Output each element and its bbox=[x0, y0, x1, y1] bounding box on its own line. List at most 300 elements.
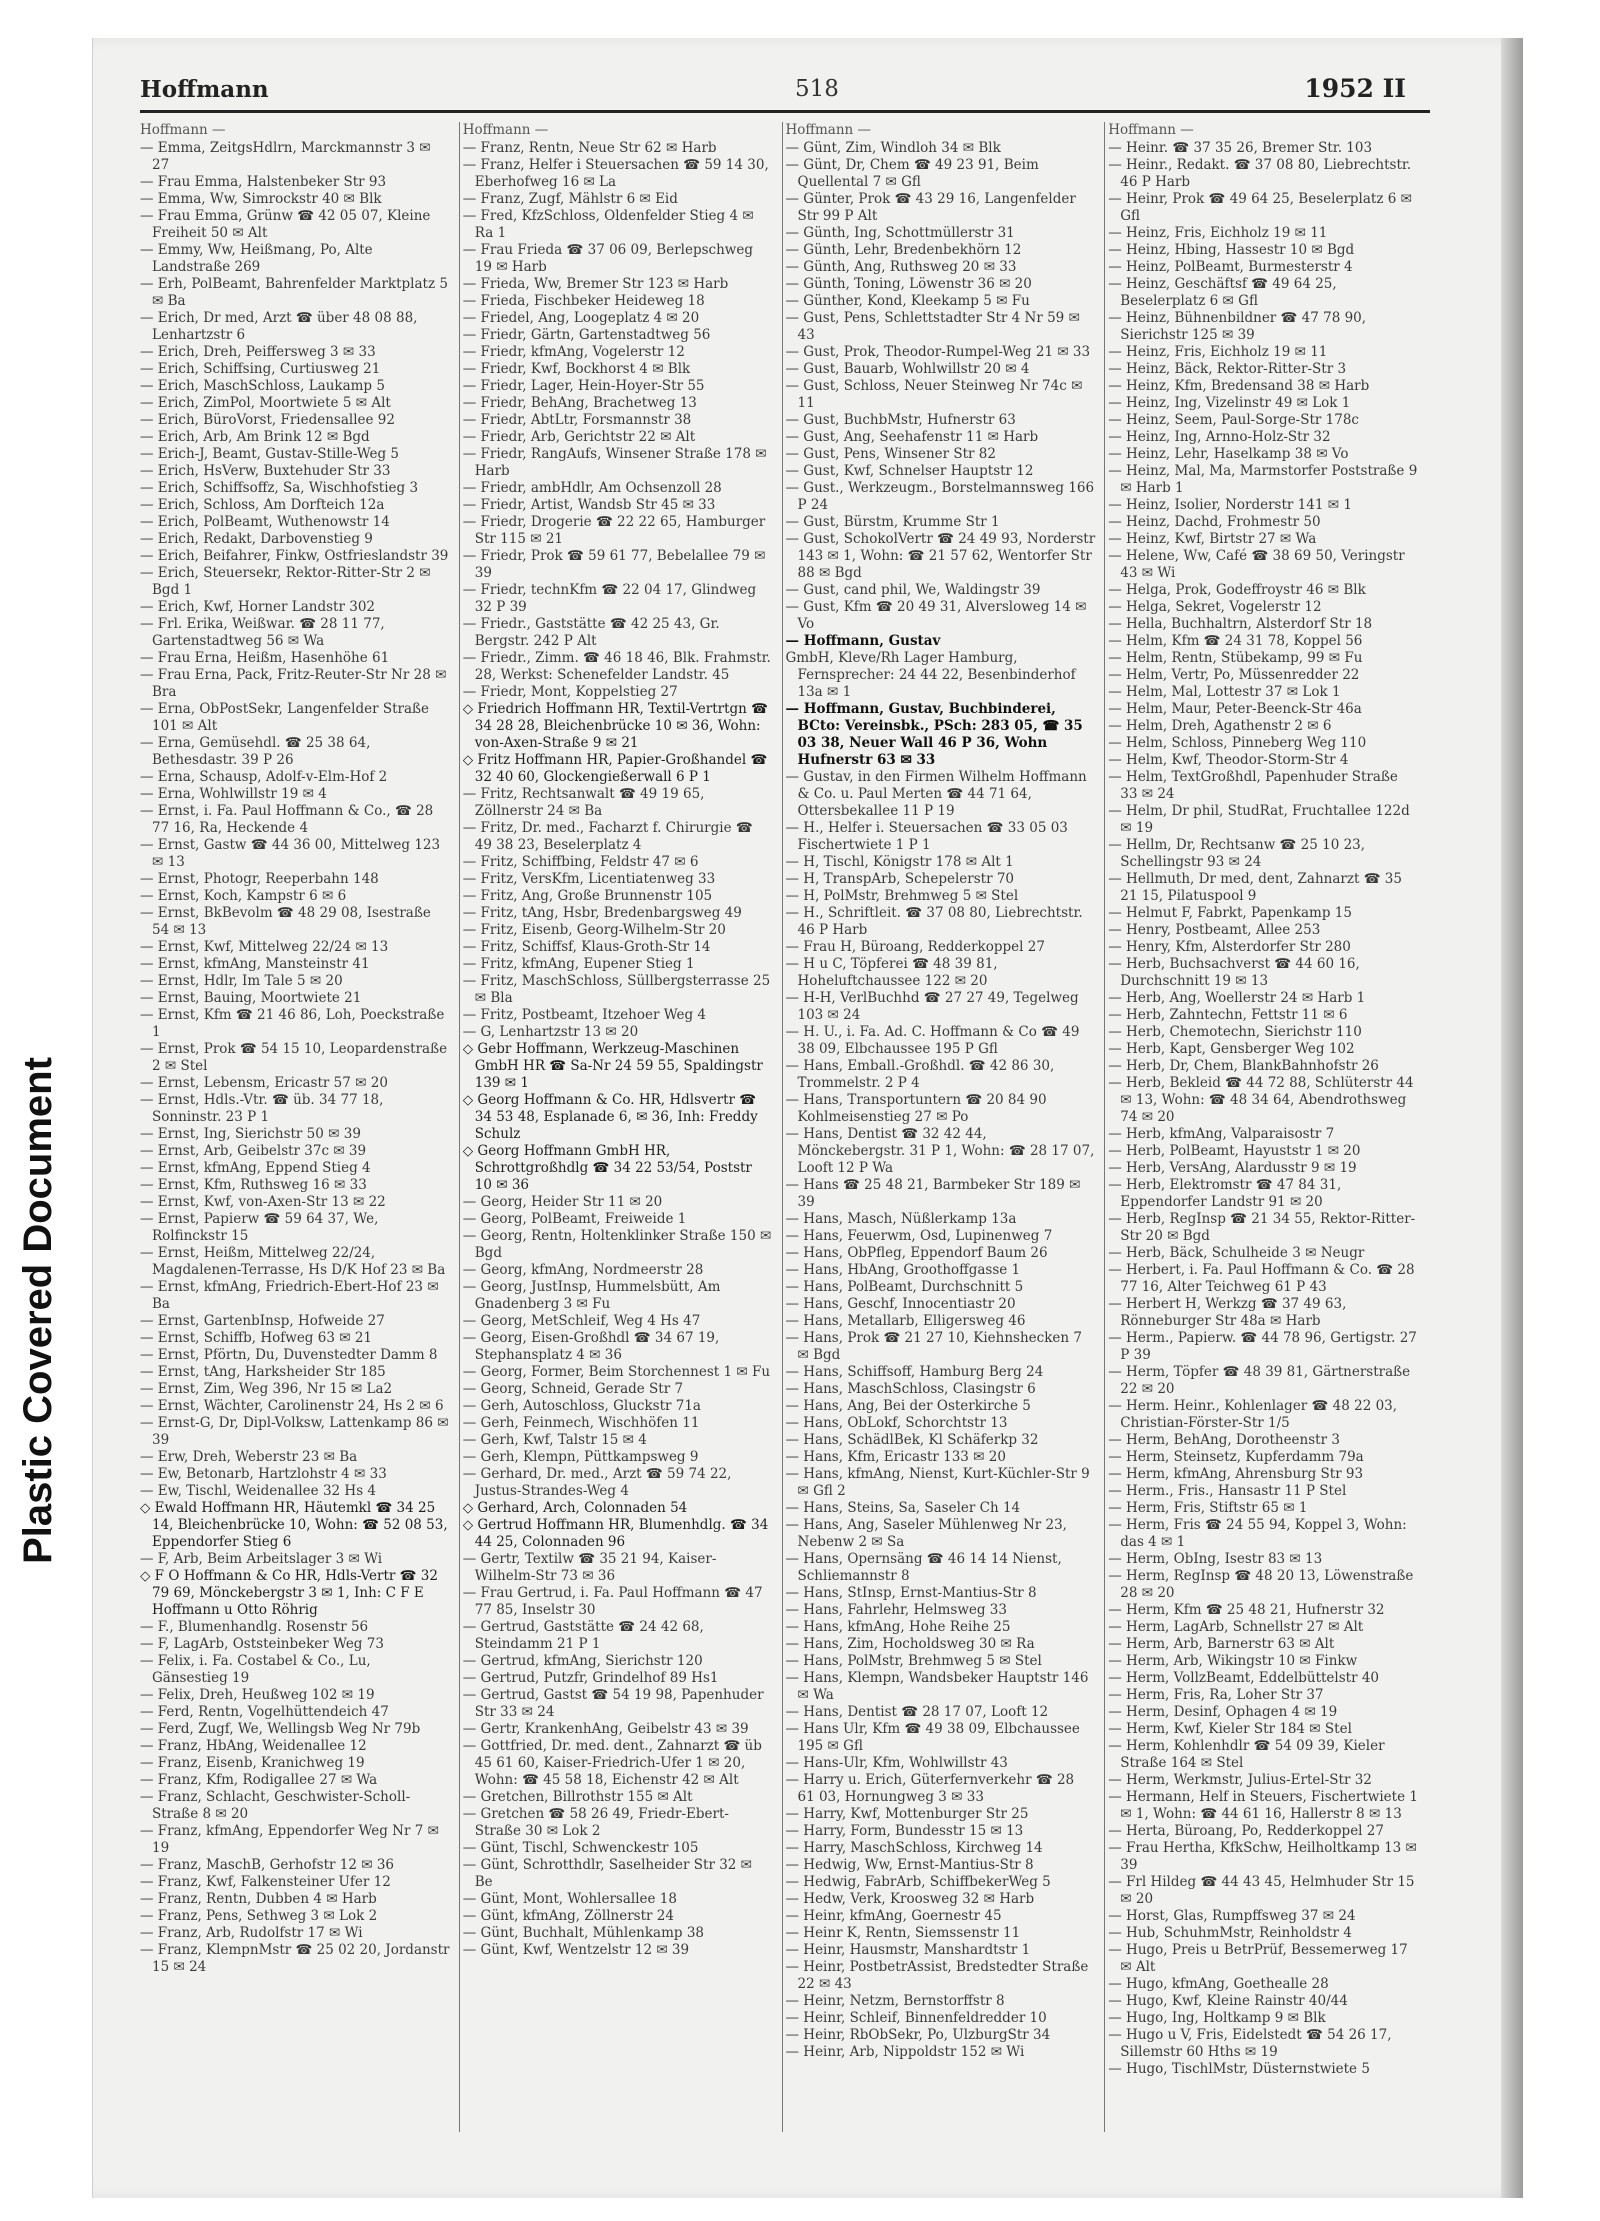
directory-entry: — Gertrud, Gastst ☎ 54 19 98, Papenhuder Str 33 ✉ 24 bbox=[462, 1687, 764, 1720]
directory-entry: — Günth, Lehr, Bredenbekhörn 12 bbox=[785, 242, 1022, 258]
directory-entry: — Helm, Dreh, Agathenstr 2 ✉ 6 bbox=[1108, 718, 1332, 734]
directory-entry: — Heinr, RbObSekr, Po, UlzburgStr 34 bbox=[785, 2027, 1051, 2043]
directory-entry: — Gust, Ang, Seehafenstr 11 ✉ Harb bbox=[785, 429, 1039, 445]
directory-entry: — Ernst, Pförtn, Du, Duvenstedter Damm 8 bbox=[140, 1347, 438, 1363]
directory-entry: — Gertrud, Putzfr, Grindelhof 89 Hs1 bbox=[462, 1670, 719, 1686]
directory-entry: — Ernst, i. Fa. Paul Hoffmann & Co., ☎ 28 77 16, Ra, Heckende 4 bbox=[140, 803, 434, 836]
directory-entry: — Felix, Dreh, Heußweg 102 ✉ 19 bbox=[140, 1687, 375, 1703]
page-number: 518 bbox=[795, 76, 839, 102]
directory-entry: — Herb, RegInsp ☎ 21 34 55, Rektor-Ritter-Str 20 ✉ Bgd bbox=[1108, 1211, 1416, 1244]
directory-entry: — Helga, Sekret, Vogelerstr 12 bbox=[1108, 599, 1322, 615]
directory-entry: — Erich, Beifahrer, Finkw, Ostfrieslandstr 39 bbox=[140, 548, 449, 564]
directory-entry: — Friedr, Arb, Gerichtstr 22 ✉ Alt bbox=[462, 429, 696, 445]
directory-entry: — Ew, Betonarb, Hartzlohstr 4 ✉ 33 bbox=[140, 1466, 387, 1482]
directory-entry: — Franz, Schlacht, Geschwister-Scholl-Straße 8 ✉ 20 bbox=[140, 1789, 411, 1822]
directory-entry: — Franz, kfmAng, Eppendorfer Weg Nr 7 ✉ 19 bbox=[140, 1823, 439, 1856]
directory-entry: — Helm, Rentn, Stübekamp, 99 ✉ Fu bbox=[1108, 650, 1363, 666]
header-year: 1952 II bbox=[1304, 74, 1406, 103]
directory-entry: — Fritz, VersKfm, Licentiatenweg 33 bbox=[462, 871, 716, 887]
directory-entry: — Gerh, Klempn, Püttkampsweg 9 bbox=[462, 1449, 699, 1465]
directory-entry: — F, Arb, Beim Arbeitslager 3 ✉ Wi bbox=[140, 1551, 383, 1567]
directory-entry: — Hans, PolMstr, Brehmweg 5 ✉ Stel bbox=[785, 1653, 1042, 1669]
directory-entry: — Heinz, Ing, Arnno-Holz-Str 32 bbox=[1108, 429, 1331, 445]
directory-entry: — Georg, kfmAng, Nordmeerstr 28 bbox=[462, 1262, 704, 1278]
directory-entry: — Ernst, Papierw ☎ 59 64 37, We, Rolfinckstr 15 bbox=[140, 1211, 379, 1244]
directory-entry: — Helm, Dr phil, StudRat, Fruchtallee 122d ✉ 19 bbox=[1108, 803, 1410, 836]
directory-entry: — Herm, Töpfer ☎ 48 39 81, Gärtnerstraße 22 ✉ 20 bbox=[1108, 1364, 1411, 1397]
directory-entry: — Herm, LagArb, Schnellstr 27 ✉ Alt bbox=[1108, 1619, 1364, 1635]
side-label-text: Plastic Covered Document bbox=[15, 1056, 60, 1564]
directory-entry: — Hans, Klempn, Wandsbeker Hauptstr 146 ✉ Wa bbox=[785, 1670, 1089, 1703]
directory-entry: — Gust, Kwf, Schnelser Hauptstr 12 bbox=[785, 463, 1034, 479]
directory-entry: — Gretchen ☎ 58 26 49, Friedr-Ebert-Straße 30 ✉ Lok 2 bbox=[462, 1806, 729, 1839]
directory-entry: — Ernst, Koch, Kampstr 6 ✉ 6 bbox=[140, 888, 347, 904]
directory-entry: — Herm., Papierw. ☎ 44 78 96, Gertigstr. 27 P 39 bbox=[1108, 1330, 1417, 1363]
directory-entry: — Hub, SchuhmMstr, Reinholdstr 4 bbox=[1108, 1925, 1352, 1941]
directory-entry: — Ferd, Rentn, Vogelhüttendeich 47 bbox=[140, 1704, 389, 1720]
directory-entry: — Heinz, Bühnenbildner ☎ 47 78 90, Sierichstr 125 ✉ 39 bbox=[1108, 310, 1367, 343]
directory-entry: — Ernst, GartenbInsp, Hofweide 27 bbox=[140, 1313, 385, 1329]
directory-entry: — Herta, Büroang, Po, Redderkoppel 27 bbox=[1108, 1823, 1384, 1839]
directory-entry: — Fritz, Ang, Große Brunnenstr 105 bbox=[462, 888, 713, 904]
directory-entry: — Gerh, Autoschloss, Gluckstr 71a bbox=[462, 1398, 701, 1414]
directory-entry: — Hedwig, Ww, Ernst-Mantius-Str 8 bbox=[785, 1857, 1034, 1873]
directory-entry: — Herm, Fris ☎ 24 55 94, Koppel 3, Wohn: das 4 ✉ 1 bbox=[1108, 1517, 1407, 1550]
directory-entry: — Gust, Pens, Schlettstadter Str 4 Nr 59 ✉ 43 bbox=[785, 310, 1080, 343]
directory-entry: — Ernst, Ing, Sierichstr 50 ✉ 39 bbox=[140, 1126, 361, 1142]
directory-entry: — Herb, Elektromstr ☎ 47 84 31, Eppendorfer Landstr 91 ✉ 20 bbox=[1108, 1177, 1342, 1210]
directory-entry: — Frau Erna, Pack, Fritz-Reuter-Str Nr 28 ✉ Bra bbox=[140, 667, 447, 700]
directory-entry: — Heinr, Arb, Nippoldstr 152 ✉ Wi bbox=[785, 2044, 1025, 2060]
column-1 bbox=[140, 122, 460, 2132]
directory-entry: — Herb, Buchsachverst ☎ 44 60 16, Durchschnitt 19 ✉ 13 bbox=[1108, 956, 1360, 989]
directory-entry: — Frau Emma, Halstenbeker Str 93 bbox=[140, 174, 387, 190]
directory-entry: — H, PolMstr, Brehmweg 5 ✉ Stel bbox=[785, 888, 1019, 904]
directory-entry: — Friedr, kfmAng, Vogelerstr 12 bbox=[462, 344, 685, 360]
directory-entry: — Hellmuth, Dr med, dent, Zahnarzt ☎ 35 21 15, Pilatuspool 9 bbox=[1108, 871, 1402, 904]
directory-entry: — Fred, KfzSchloss, Oldenfelder Stieg 4 ✉ Ra 1 bbox=[462, 208, 754, 241]
directory-entry: — Ew, Tischl, Weidenallee 32 Hs 4 bbox=[140, 1483, 376, 1499]
directory-entry: — Hans, Steins, Sa, Saseler Ch 14 bbox=[785, 1500, 1021, 1516]
column-heading: Hoffmann — bbox=[140, 122, 226, 138]
directory-entry: — Erich, Kwf, Horner Landstr 302 bbox=[140, 599, 375, 615]
directory-entry: — Günth, Ing, Schottmüllerstr 31 bbox=[785, 225, 1015, 241]
directory-entry: — Gust, Bauarb, Wohlwillstr 20 ✉ 4 bbox=[785, 361, 1030, 377]
directory-entry: GmbH, Kleve/Rh Lager Hamburg, Fernsprecher: 24 44 22, Besenbinderhof 13a ✉ 1 bbox=[785, 650, 1076, 700]
directory-entry: — Georg, Rentn, Holtenklinker Straße 150 ✉ Bgd bbox=[462, 1228, 772, 1261]
directory-entry: — Ernst-G, Dr, Dipl-Volksw, Lattenkamp 86 ✉ 39 bbox=[140, 1415, 449, 1448]
directory-entry: — Helene, Ww, Café ☎ 38 69 50, Veringstr 43 ✉ Wi bbox=[1108, 548, 1405, 581]
directory-entry: — Herm. Heinr., Kohlenlager ☎ 48 22 03, Christian-Förster-Str 1/5 bbox=[1108, 1398, 1398, 1431]
directory-entry: — Helm, Schloss, Pinneberg Weg 110 bbox=[1108, 735, 1367, 751]
directory-entry: — Harry, Form, Bundesstr 15 ✉ 13 bbox=[785, 1823, 1024, 1839]
directory-entry: — Hoffmann, Gustav bbox=[785, 633, 941, 649]
directory-entry: — Emma, ZeitgsHdlrn, Marckmannstr 3 ✉ 27 bbox=[140, 140, 431, 173]
directory-entry: — Franz, MaschB, Gerhofstr 12 ✉ 36 bbox=[140, 1857, 395, 1873]
directory-entry: — F., Blumenhandlg. Rosenstr 56 bbox=[140, 1619, 369, 1635]
directory-entry: — Friedr, Artist, Wandsb Str 45 ✉ 33 bbox=[462, 497, 716, 513]
column-3 bbox=[786, 122, 1106, 2132]
directory-entry: — Fritz, kfmAng, Eupener Stieg 1 bbox=[462, 956, 695, 972]
directory-entry: — Hans, Prok ☎ 21 27 10, Kiehnshecken 7 ✉ Bgd bbox=[785, 1330, 1082, 1363]
directory-entry: — Hugo u V, Fris, Eidelstedt ☎ 54 26 17, Sillemstr 60 Hths ✉ 19 bbox=[1108, 2027, 1392, 2060]
directory-entry: — Ernst, Lebensm, Ericastr 57 ✉ 20 bbox=[140, 1075, 388, 1091]
directory-entry: — Emma, Ww, Simrockstr 40 ✉ Blk bbox=[140, 191, 382, 207]
directory-entry: — Ernst, Wächter, Carolinenstr 24, Hs 2 ✉ 6 bbox=[140, 1398, 444, 1414]
directory-entry: — Günt, Schrotthdlr, Saselheider Str 32 ✉ Be bbox=[462, 1857, 752, 1890]
directory-entry: — Günt, Mont, Wohlersallee 18 bbox=[462, 1891, 677, 1907]
directory-entry: — Erich, Dr med, Arzt ☎ über 48 08 88, Lenhartzstr 6 bbox=[140, 310, 418, 343]
directory-entry: — G, Lenhartzstr 13 ✉ 20 bbox=[462, 1024, 639, 1040]
directory-entry: — Ernst, Hdlr, Im Tale 5 ✉ 20 bbox=[140, 973, 343, 989]
directory-entry: — H. U., i. Fa. Ad. C. Hoffmann & Co ☎ 49 38 09, Elbchaussee 195 P Gfl bbox=[785, 1024, 1080, 1057]
directory-entry: — Frieda, Fischbeker Heideweg 18 bbox=[462, 293, 705, 309]
directory-entry: — Gertrud, kfmAng, Sierichstr 120 bbox=[462, 1653, 703, 1669]
directory-entry: — Fritz, Eisenb, Georg-Wilhelm-Str 20 bbox=[462, 922, 726, 938]
directory-entry: — Fritz, Postbeamt, Itzehoer Weg 4 bbox=[462, 1007, 707, 1023]
directory-entry: — Hans, Transportuntern ☎ 20 84 90 Kohlmeisenstieg 27 ✉ Po bbox=[785, 1092, 1047, 1125]
directory-entry: — Gerhard, Dr. med., Arzt ☎ 59 74 22, Justus-Strandes-Weg 4 bbox=[462, 1466, 732, 1499]
directory-entry: — Heinz, Kwf, Birtstr 27 ✉ Wa bbox=[1108, 531, 1317, 547]
page-binding-shadow bbox=[1501, 38, 1523, 2198]
directory-entry: — Frau Hertha, KfkSchw, Heilholtkamp 13 ✉ 39 bbox=[1108, 1840, 1417, 1873]
directory-entry: — Frau Emma, Grünw ☎ 42 05 07, Kleine Freiheit 50 ✉ Alt bbox=[140, 208, 431, 241]
directory-entry: — Heinr K, Rentn, Siemssenstr 11 bbox=[785, 1925, 1021, 1941]
directory-entry: ◇ Gebr Hoffmann, Werkzeug-Maschinen GmbH HR ☎ Sa-Nr 24 59 55, Spaldingstr 139 ✉ 1 bbox=[462, 1041, 763, 1091]
directory-entry: — Erich, Redakt, Darbovenstieg 9 bbox=[140, 531, 373, 547]
directory-entry: — Herm, RegInsp ☎ 48 20 13, Löwenstraße 28 ✉ 20 bbox=[1108, 1568, 1414, 1601]
directory-entry: — Ernst, Zim, Weg 396, Nr 15 ✉ La2 bbox=[140, 1381, 393, 1397]
plastic-covered-label bbox=[15, 1000, 60, 1620]
directory-entry: — Erich, Steuersekr, Rektor-Ritter-Str 2 ✉ Bgd 1 bbox=[140, 565, 431, 598]
directory-entry: — Herm, Arb, Barnerstr 63 ✉ Alt bbox=[1108, 1636, 1335, 1652]
directory-entry: — Heinr., Redakt. ☎ 37 08 80, Liebrechtstr. 46 P Harb bbox=[1108, 157, 1412, 190]
directory-entry: — Erich, ZimPol, Moortwiete 5 ✉ Alt bbox=[140, 395, 391, 411]
directory-entry: — Friedr., Gaststätte ☎ 42 25 43, Gr. Bergstr. 242 P Alt bbox=[462, 616, 720, 649]
directory-entry: — Heinr, PostbetrAssist, Bredstedter Straße 22 ✉ 43 bbox=[785, 1959, 1089, 1992]
directory-entry: — Georg, Eisen-Großhdl ☎ 34 67 19, Stephansplatz 4 ✉ 36 bbox=[462, 1330, 720, 1363]
directory-entry: ◇ Fritz Hoffmann HR, Papier-Großhandel ☎ 32 40 60, Glockengießerwall 6 P 1 bbox=[462, 752, 768, 785]
directory-entry: — Heinz, Fris, Eichholz 19 ✉ 11 bbox=[1108, 225, 1328, 241]
directory-entry: — Ernst, Hdls.-Vtr. ☎ üb. 34 77 18, Sonninstr. 23 P 1 bbox=[140, 1092, 384, 1125]
directory-entry: — Erich, Schiffsing, Curtiusweg 21 bbox=[140, 361, 381, 377]
directory-entry: — Friedr., Zimm. ☎ 46 18 46, Blk. Frahmstr. 28, Werkst: Schenefelder Landstr. 45 bbox=[462, 650, 771, 683]
directory-entry: — Hans, kfmAng, Nienst, Kurt-Küchler-Str 9 ✉ Gfl 2 bbox=[785, 1466, 1090, 1499]
directory-entry: — Horst, Glas, Rumpffsweg 37 ✉ 24 bbox=[1108, 1908, 1356, 1924]
directory-entry: — Frau H, Büroang, Redderkoppel 27 bbox=[785, 939, 1045, 955]
directory-entry: — Gerh, Feinmech, Wischhöfen 11 bbox=[462, 1415, 700, 1431]
directory-entry: — Ernst, Schiffb, Hofweg 63 ✉ 21 bbox=[140, 1330, 372, 1346]
directory-entry: — Günt, Kwf, Wentzelstr 12 ✉ 39 bbox=[462, 1942, 690, 1958]
directory-entry: — Herb, Ang, Woellerstr 24 ✉ Harb 1 bbox=[1108, 990, 1366, 1006]
directory-entry: — Friedel, Ang, Loogeplatz 4 ✉ 20 bbox=[462, 310, 700, 326]
directory-entry: — Gust, SchokolVertr ☎ 24 49 93, Norderstr 143 ✉ 1, Wohn: ☎ 21 57 62, Wentorfer Str 88 ✉ Bgd bbox=[785, 531, 1096, 581]
directory-entry: — Gust., Werkzeugm., Borstelmannsweg 166 P 24 bbox=[785, 480, 1095, 513]
directory-entry: — Franz, Kfm, Rodigallee 27 ✉ Wa bbox=[140, 1772, 378, 1788]
directory-entry: — Friedr, AbtLtr, Forsmannstr 38 bbox=[462, 412, 692, 428]
directory-entry: — Gustav, in den Firmen Wilhelm Hoffmann & Co. u. Paul Merten ☎ 44 71 64, Ottersbekallee 11 P 19 bbox=[785, 769, 1087, 819]
directory-entry: — Günt, Tischl, Schwenckestr 105 bbox=[462, 1840, 699, 1856]
directory-entry: — Harry u. Erich, Güterfernverkehr ☎ 28 61 03, Hornungweg 3 ✉ 33 bbox=[785, 1772, 1075, 1805]
directory-entry: — Friedr, BehAng, Brachetweg 13 bbox=[462, 395, 697, 411]
directory-entry: — Ernst, BkBevolm ☎ 48 29 08, Isestraße 54 ✉ 13 bbox=[140, 905, 431, 938]
column-heading: Hoffmann — bbox=[1108, 122, 1194, 138]
directory-entry: — Herm, VollzBeamt, Eddelbüttelstr 40 bbox=[1108, 1670, 1380, 1686]
directory-entry: — Hugo, Kwf, Kleine Rainstr 40/44 bbox=[1108, 1993, 1348, 2009]
directory-entry: — Herm, Steinsetz, Kupferdamm 79a bbox=[1108, 1449, 1364, 1465]
directory-entry: — Erich, BüroVorst, Friedensallee 92 bbox=[140, 412, 395, 428]
directory-entry: — Hans, Masch, Nüßlerkamp 13a bbox=[785, 1211, 1017, 1227]
column-4 bbox=[1108, 122, 1427, 2132]
directory-entry: — Franz, Arb, Rudolfstr 17 ✉ Wi bbox=[140, 1925, 363, 1941]
directory-entry: — Heinz, Bäck, Rektor-Ritter-Str 3 bbox=[1108, 361, 1347, 377]
directory-entry: — Erich, MaschSchloss, Laukamp 5 bbox=[140, 378, 385, 394]
directory-entry: — Friedr, Kwf, Bockhorst 4 ✉ Blk bbox=[462, 361, 691, 377]
directory-entry: — Hugo, Preis u BetrPrüf, Bessemerweg 17 ✉ Alt bbox=[1108, 1942, 1408, 1975]
directory-entry: — Georg, JustInsp, Hummelsbütt, Am Gnadenberg 3 ✉ Fu bbox=[462, 1279, 721, 1312]
directory-entry: — Hans, StInsp, Ernst-Mantius-Str 8 bbox=[785, 1585, 1037, 1601]
directory-entry: — Heinz, Seem, Paul-Sorge-Str 178c bbox=[1108, 412, 1359, 428]
directory-entry: — Heinz, Geschäftsf ☎ 49 64 25, Beselerplatz 6 ✉ Gfl bbox=[1108, 276, 1337, 309]
directory-entry: — Ernst, kfmAng, Eppend Stieg 4 bbox=[140, 1160, 371, 1176]
directory-entry: — Ferd, Zugf, We, Wellingsb Weg Nr 79b bbox=[140, 1721, 421, 1737]
directory-entry: ◇ Gerhard, Arch, Colonnaden 54 bbox=[462, 1500, 688, 1516]
directory-entry: — Herb, Bäck, Schulheide 3 ✉ Neugr bbox=[1108, 1245, 1365, 1261]
directory-entry: — Georg, MetSchleif, Weg 4 Hs 47 bbox=[462, 1313, 701, 1329]
directory-entry: — Franz, Pens, Sethweg 3 ✉ Lok 2 bbox=[140, 1908, 378, 1924]
directory-entry: — Heinz, Lehr, Haselkamp 38 ✉ Vo bbox=[1108, 446, 1349, 462]
directory-entry: — H-H, VerlBuchhd ☎ 27 27 49, Tegelweg 103 ✉ 24 bbox=[785, 990, 1079, 1023]
directory-entry: — Frieda, Ww, Bremer Str 123 ✉ Harb bbox=[462, 276, 729, 292]
directory-entry: — Heinr, Hausmstr, Manshardtstr 1 bbox=[785, 1942, 1031, 1958]
directory-entry: — Heinr, Schleif, Binnenfeldredder 10 bbox=[785, 2010, 1047, 2026]
directory-entry: — Georg, Schneid, Gerade Str 7 bbox=[462, 1381, 684, 1397]
directory-entry: — Hans, Schiffsoff, Hamburg Berg 24 bbox=[785, 1364, 1044, 1380]
directory-entry: ◇ F O Hoffmann & Co HR, Hdls-Vertr ☎ 32 79 69, Mönckebergstr 3 ✉ 1, Inh: C F E Hoffmann u Otto Röhrig bbox=[140, 1568, 438, 1618]
directory-entry: — Erh, PolBeamt, Bahrenfelder Marktplatz 5 ✉ Ba bbox=[140, 276, 448, 309]
directory-entry: — Hans, Dentist ☎ 32 42 44, Mönckebergstr. 31 P 1, Wohn: ☎ 28 17 07, Looft 12 P Wa bbox=[785, 1126, 1095, 1176]
directory-entry: — Franz, KlempnMstr ☎ 25 02 20, Jordanstr 15 ✉ 24 bbox=[140, 1942, 450, 1975]
directory-entry: — Erw, Dreh, Weberstr 23 ✉ Ba bbox=[140, 1449, 358, 1465]
directory-entry: — Herm, Desinf, Ophagen 4 ✉ 19 bbox=[1108, 1704, 1338, 1720]
directory-entry: — Herb, Chemotechn, Sierichstr 110 bbox=[1108, 1024, 1362, 1040]
directory-entry: — Herb, Bekleid ☎ 44 72 88, Schlüterstr 44 ✉ 13, Wohn: ☎ 48 34 64, Abendrothsweg 74 ✉ 20 bbox=[1108, 1075, 1414, 1125]
directory-entry: — Helm, Vertr, Po, Müssenredder 22 bbox=[1108, 667, 1360, 683]
directory-entry: — Hans, Emball.-Großhdl. ☎ 42 86 30, Trommelstr. 2 P 4 bbox=[785, 1058, 1055, 1091]
directory-entry: — F, LagArb, Oststeinbeker Weg 73 bbox=[140, 1636, 384, 1652]
directory-entry: — Friedr, RangAufs, Winsener Straße 178 ✉ Harb bbox=[462, 446, 767, 479]
directory-entry: — Ernst, Prok ☎ 54 15 10, Leopardenstraße 2 ✉ Stel bbox=[140, 1041, 448, 1074]
directory-entry: — Günt, Zim, Windloh 34 ✉ Blk bbox=[785, 140, 1001, 156]
directory-entry: — Ernst, Arb, Geibelstr 37c ✉ 39 bbox=[140, 1143, 367, 1159]
directory-entry: — Günt, Buchhalt, Mühlenkamp 38 bbox=[462, 1925, 705, 1941]
directory-entry: — Hans, Ang, Saseler Mühlenweg Nr 23, Nebenw 2 ✉ Sa bbox=[785, 1517, 1067, 1550]
directory-entry: — Georg, Former, Beim Storchennest 1 ✉ Fu bbox=[462, 1364, 771, 1380]
directory-entry: — Herb, VersAng, Alardusstr 9 ✉ 19 bbox=[1108, 1160, 1357, 1176]
directory-entry: — Hugo, TischlMstr, Düsternstwiete 5 bbox=[1108, 2061, 1370, 2077]
directory-entry: — Erich, Schiffsoffz, Sa, Wischhofstieg 3 bbox=[140, 480, 419, 496]
directory-entry: — Hans, PolBeamt, Durchschnitt 5 bbox=[785, 1279, 1024, 1295]
directory-entry: — Frau Gertrud, i. Fa. Paul Hoffmann ☎ 47 77 85, Inselstr 30 bbox=[462, 1585, 763, 1618]
directory-entry: — Hans, Feuerwm, Osd, Lupinenweg 7 bbox=[785, 1228, 1053, 1244]
directory-entry: — Hermann, Helf in Steuers, Fischertwiete 1 ✉ 1, Wohn: ☎ 44 61 16, Hallerstr 8 ✉ 13 bbox=[1108, 1789, 1418, 1822]
column-heading: Hoffmann — bbox=[462, 122, 549, 138]
directory-entry: — Fritz, MaschSchloss, Süllbergsterrasse 25 ✉ Bla bbox=[462, 973, 771, 1006]
directory-entry: — Hella, Buchhaltrn, Alsterdorf Str 18 bbox=[1108, 616, 1373, 632]
directory-entry: — Günth, Toning, Löwenstr 36 ✉ 20 bbox=[785, 276, 1032, 292]
directory-entry: — Friedr, technKfm ☎ 22 04 17, Glindweg 32 P 39 bbox=[462, 582, 757, 615]
directory-entry: — Herm, Kwf, Kieler Str 184 ✉ Stel bbox=[1108, 1721, 1352, 1737]
directory-entry: — Gertrud, Gaststätte ☎ 24 42 68, Steindamm 21 P 1 bbox=[462, 1619, 704, 1652]
directory-entry: — Gerh, Kwf, Talstr 15 ✉ 4 bbox=[462, 1432, 647, 1448]
directory-entry: — H, Tischl, Königstr 178 ✉ Alt 1 bbox=[785, 854, 1014, 870]
directory-entry: — Ernst, Photogr, Reeperbahn 148 bbox=[140, 871, 379, 887]
directory-entry: — Gust, cand phil, We, Waldingstr 39 bbox=[785, 582, 1041, 598]
directory-entry: — Franz, Zugf, Mählstr 6 ✉ Eid bbox=[462, 191, 678, 207]
directory-entry: — Hans ☎ 25 48 21, Barmbeker Str 189 ✉ 39 bbox=[785, 1177, 1081, 1210]
directory-entry: — H., Helfer i. Steuersachen ☎ 33 05 03 Fischertwiete 1 P 1 bbox=[785, 820, 1068, 853]
directory-entry: — Ernst, Heißm, Mittelweg 22/24, Magdalenen-Terrasse, Hs D/K Hof 23 ✉ Ba bbox=[140, 1245, 446, 1278]
directory-entry: — Herb, Zahntechn, Fettstr 11 ✉ 6 bbox=[1108, 1007, 1348, 1023]
directory-entry: — Fritz, Rechtsanwalt ☎ 49 19 65, Zöllnerstr 24 ✉ Ba bbox=[462, 786, 705, 819]
directory-entry: — Herm, Arb, Wikingstr 10 ✉ Finkw bbox=[1108, 1653, 1358, 1669]
directory-entry: — Herbert H, Werkzg ☎ 37 49 63, Rönneburger Str 48a ✉ Harb bbox=[1108, 1296, 1347, 1329]
directory-entry: — Frl. Erika, Weißwar. ☎ 28 11 77, Gartenstadtweg 56 ✉ Wa bbox=[140, 616, 385, 649]
directory-entry: — Hans Ulr, Kfm ☎ 49 38 09, Elbchaussee 195 ✉ Gfl bbox=[785, 1721, 1080, 1754]
directory-entry: — Harry, MaschSchloss, Kirchweg 14 bbox=[785, 1840, 1043, 1856]
directory-entry: — Hugo, kfmAng, Goethealle 28 bbox=[1108, 1976, 1329, 1992]
directory-entry: — Ernst, Kwf, von-Axen-Str 13 ✉ 22 bbox=[140, 1194, 386, 1210]
directory-entry: — H, TranspArb, Schepelerstr 70 bbox=[785, 871, 1015, 887]
directory-entry: ◇ Friedrich Hoffmann HR, Textil-Vertrtgn ☎ 34 28 28, Bleichenbrücke 10 ✉ 36, Wohn: von-Axen-Straße 9 ✉ 21 bbox=[462, 701, 768, 751]
directory-entry: — Herm, Fris, Ra, Loher Str 37 bbox=[1108, 1687, 1324, 1703]
directory-entry: — Hedw, Verk, Kroosweg 32 ✉ Harb bbox=[785, 1891, 1035, 1907]
directory-entry: — Erna, ObPostSekr, Langenfelder Straße 101 ✉ Alt bbox=[140, 701, 430, 734]
directory-entry: — Heinz, Isolier, Norderstr 141 ✉ 1 bbox=[1108, 497, 1352, 513]
directory-entry: — Gust, Bürstm, Krumme Str 1 bbox=[785, 514, 1000, 530]
directory-entry: — Franz, Rentn, Neue Str 62 ✉ Harb bbox=[462, 140, 717, 156]
directory-entry: — Gust, BuchbMstr, Hufnerstr 63 bbox=[785, 412, 1016, 428]
directory-entry: — Fritz, Dr. med., Facharzt f. Chirurgie ☎ 49 38 23, Beselerplatz 4 bbox=[462, 820, 753, 853]
directory-entry: ◇ Georg Hoffmann & Co. HR, Hdlsvertr ☎ 34 53 48, Esplanade 6, ✉ 36, Inh: Freddy Schulz bbox=[462, 1092, 758, 1142]
directory-entry: — Hans, Kfm, Ericastr 133 ✉ 20 bbox=[785, 1449, 1006, 1465]
directory-entry: — Heinz, Ing, Vizelinstr 49 ✉ Lok 1 bbox=[1108, 395, 1351, 411]
column-2 bbox=[463, 122, 783, 2132]
directory-entry: — Herb, PolBeamt, Hayuststr 1 ✉ 20 bbox=[1108, 1143, 1361, 1159]
directory-entry: — Frau Frieda ☎ 37 06 09, Berlepschweg 19 ✉ Harb bbox=[462, 242, 753, 275]
directory-entry: — Emmy, Ww, Heißmang, Po, Alte Landstraße 269 bbox=[140, 242, 373, 275]
directory-entry: — Hoffmann, Gustav, Buchbinderei, BCto: Vereinsbk., PSch: 283 05, ☎ 35 03 38, Neuer Wall 46 P 36, Wohn Hufnerstr 63 ✉ 33 bbox=[785, 701, 1083, 768]
directory-entry: — Hans, ObPfleg, Eppendorf Baum 26 bbox=[785, 1245, 1048, 1261]
directory-entry: — Erich, HsVerw, Buxtehuder Str 33 bbox=[140, 463, 391, 479]
directory-entry: — Herm, Kohlenhdlr ☎ 54 09 39, Kieler Straße 164 ✉ Stel bbox=[1108, 1738, 1385, 1771]
directory-entry: — Felix, i. Fa. Costabel & Co., Lu, Gänsestieg 19 bbox=[140, 1653, 371, 1686]
directory-entry: — Hans, kfmAng, Hohe Reihe 25 bbox=[785, 1619, 1011, 1635]
page-header bbox=[140, 72, 1428, 112]
directory-entry: — Hans, ObLokf, Schorchtstr 13 bbox=[785, 1415, 1008, 1431]
directory-entry: — Heinz, Kfm, Bredensand 38 ✉ Harb bbox=[1108, 378, 1370, 394]
directory-entry: — Erna, Schausp, Adolf-v-Elm-Hof 2 bbox=[140, 769, 388, 785]
directory-entry: — Friedr, Lager, Hein-Hoyer-Str 55 bbox=[462, 378, 705, 394]
directory-entry: — Ernst, Kfm, Ruthsweg 16 ✉ 33 bbox=[140, 1177, 367, 1193]
directory-entry: — Hans, Ang, Bei der Osterkirche 5 bbox=[785, 1398, 1031, 1414]
directory-entry: — Fritz, tAng, Hsbr, Bredenbargsweg 49 bbox=[462, 905, 742, 921]
directory-entry: — Friedr, Prok ☎ 59 61 77, Bebelallee 79 ✉ 39 bbox=[462, 548, 766, 581]
directory-entry: — Franz, Helfer i Steuersachen ☎ 59 14 30, Eberhofweg 16 ✉ La bbox=[462, 157, 769, 190]
directory-entry: — Erich-J, Beamt, Gustav-Stille-Weg 5 bbox=[140, 446, 399, 462]
directory-entry: — Hans, HbAng, Groothoffgasse 1 bbox=[785, 1262, 1021, 1278]
directory-entry: — Herbert, i. Fa. Paul Hoffmann & Co. ☎ 28 77 16, Alter Teichweg 61 P 43 bbox=[1108, 1262, 1415, 1295]
directory-entry: — Helmut F, Fabrkt, Papenkamp 15 bbox=[1108, 905, 1352, 921]
directory-entry: — Helga, Prok, Godeffroystr 46 ✉ Blk bbox=[1108, 582, 1366, 598]
directory-entry: — Günt, Dr, Chem ☎ 49 23 91, Beim Quellental 7 ✉ Gfl bbox=[785, 157, 1039, 190]
directory-entry: — Gust, Schloss, Neuer Steinweg Nr 74c ✉ 11 bbox=[785, 378, 1083, 411]
directory-entry: — Franz, Kwf, Falkensteiner Ufer 12 bbox=[140, 1874, 391, 1890]
directory-entry: — Hans, Fahrlehr, Helmsweg 33 bbox=[785, 1602, 1007, 1618]
directory-entry: — Herm, BehAng, Dorotheenstr 3 bbox=[1108, 1432, 1340, 1448]
directory-entry: — Fritz, Schiffsf, Klaus-Groth-Str 14 bbox=[462, 939, 711, 955]
directory-entry: — Franz, HbAng, Weidenallee 12 bbox=[140, 1738, 367, 1754]
directory-entry: — Gust, Pens, Winsener Str 82 bbox=[785, 446, 996, 462]
directory-entry: — Hans, SchädlBek, Kl Schäferkp 32 bbox=[785, 1432, 1039, 1448]
directory-entry: — Heinr, Netzm, Bernstorffstr 8 bbox=[785, 1993, 1005, 2009]
directory-entry: — Herb, Dr, Chem, BlankBahnhofstr 26 bbox=[1108, 1058, 1379, 1074]
directory-entry: — Heinz, Fris, Eichholz 19 ✉ 11 bbox=[1108, 344, 1328, 360]
directory-entry: — Herm, Fris, Stiftstr 65 ✉ 1 bbox=[1108, 1500, 1308, 1516]
directory-entry: ◇ Georg Hoffmann GmbH HR, Schrottgroßhdlg ☎ 34 22 53/54, Poststr 10 ✉ 36 bbox=[462, 1143, 752, 1193]
directory-entry: — Herm., Fris., Hansastr 11 P Stel bbox=[1108, 1483, 1347, 1499]
directory-entry: — Hans, MaschSchloss, Clasingstr 6 bbox=[785, 1381, 1036, 1397]
directory-entry: — Helm, Kwf, Theodor-Storm-Str 4 bbox=[1108, 752, 1349, 768]
directory-entry: — Herm, Werkmstr, Julius-Ertel-Str 32 bbox=[1108, 1772, 1372, 1788]
directory-entry: — Heinz, Hbing, Hassestr 10 ✉ Bgd bbox=[1108, 242, 1355, 258]
directory-entry: — Ernst, tAng, Harksheider Str 185 bbox=[140, 1364, 386, 1380]
directory-columns bbox=[140, 122, 1430, 2132]
header-surname: Hoffmann bbox=[140, 76, 269, 103]
directory-entry: — Hans, Dentist ☎ 28 17 07, Looft 12 bbox=[785, 1704, 1049, 1720]
directory-entry: — Fritz, Schiffbing, Feldstr 47 ✉ 6 bbox=[462, 854, 699, 870]
directory-entry: — Ernst, Bauing, Moortwiete 21 bbox=[140, 990, 362, 1006]
directory-entry: — Helm, Kfm ☎ 24 31 78, Koppel 56 bbox=[1108, 633, 1363, 649]
directory-entry: — Georg, PolBeamt, Freiweide 1 bbox=[462, 1211, 687, 1227]
directory-entry: — Gertr, KrankenhAng, Geibelstr 43 ✉ 39 bbox=[462, 1721, 749, 1737]
directory-entry: — Hans, Metallarb, Elligersweg 46 bbox=[785, 1313, 1026, 1329]
directory-entry: — Heinz, PolBeamt, Burmesterstr 4 bbox=[1108, 259, 1353, 275]
directory-entry: — Günther, Kond, Kleekamp 5 ✉ Fu bbox=[785, 293, 1030, 309]
directory-entry: — Günth, Ang, Ruthsweg 20 ✉ 33 bbox=[785, 259, 1017, 275]
directory-entry: — Friedr, Mont, Koppelstieg 27 bbox=[462, 684, 678, 700]
directory-entry: — Henry, Postbeamt, Allee 253 bbox=[1108, 922, 1321, 938]
directory-entry: — Friedr, ambHdlr, Am Ochsenzoll 28 bbox=[462, 480, 722, 496]
directory-entry: — Hedwig, FabrArb, SchiffbekerWeg 5 bbox=[785, 1874, 1051, 1890]
directory-entry: — Hans, Zim, Hocholdsweg 30 ✉ Ra bbox=[785, 1636, 1035, 1652]
directory-entry: ◇ Gertrud Hoffmann HR, Blumenhdlg. ☎ 34 44 25, Colonnaden 96 bbox=[462, 1517, 769, 1550]
header-rule bbox=[140, 110, 1430, 113]
directory-entry: — Ernst, kfmAng, Friedrich-Ebert-Hof 23 ✉ Ba bbox=[140, 1279, 439, 1312]
column-heading: Hoffmann — bbox=[785, 122, 872, 138]
directory-entry: — Erich, Schloss, Am Dorfteich 12a bbox=[140, 497, 385, 513]
directory-entry: — Frau Erna, Heißm, Hasenhöhe 61 bbox=[140, 650, 390, 666]
directory-entry: — Hans, Opernsäng ☎ 46 14 14 Nienst, Schliemannstr 8 bbox=[785, 1551, 1062, 1584]
directory-entry: — Harry, Kwf, Mottenburger Str 25 bbox=[785, 1806, 1029, 1822]
directory-entry: — Franz, Rentn, Dubben 4 ✉ Harb bbox=[140, 1891, 377, 1907]
directory-entry: — Heinr. ☎ 37 35 26, Bremer Str. 103 bbox=[1108, 140, 1373, 156]
directory-entry: — Günter, Prok ☎ 43 29 16, Langenfelder Str 99 P Alt bbox=[785, 191, 1076, 224]
directory-entry: — Gust, Kfm ☎ 20 49 31, Alversloweg 14 ✉ Vo bbox=[785, 599, 1087, 632]
directory-entry: ◇ Ewald Hoffmann HR, Häutemkl ☎ 34 25 14, Bleichenbrücke 10, Wohn: ☎ 52 08 53, Eppendorfer Stieg 6 bbox=[140, 1500, 448, 1550]
directory-entry: — Gertr, Textilw ☎ 35 21 94, Kaiser-Wilhelm-Str 73 ✉ 36 bbox=[462, 1551, 717, 1584]
directory-entry: — Franz, Eisenb, Kranichweg 19 bbox=[140, 1755, 365, 1771]
